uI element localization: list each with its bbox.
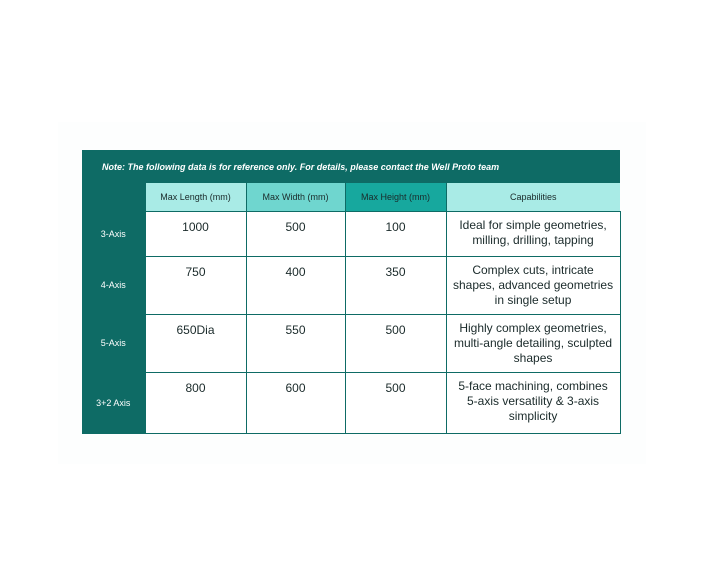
- note-row: [82, 150, 620, 183]
- capabilities-cell: Ideal for simple geometries, milling, drilling, tapping: [446, 211, 620, 256]
- header-max-height: Max Height (mm): [345, 183, 446, 211]
- max-height-cell: 500: [345, 372, 446, 433]
- header-corner: [82, 183, 145, 211]
- max-width-cell: 500: [246, 211, 345, 256]
- header-max-length: Max Length (mm): [145, 183, 246, 211]
- table-row: [82, 372, 620, 433]
- capabilities-cell: Complex cuts, intricate shapes, advanced geometries in single setup: [446, 256, 620, 314]
- table-row: [82, 256, 620, 314]
- axis-label: 3+2 Axis: [82, 372, 145, 433]
- max-width-cell: 600: [246, 372, 345, 433]
- capabilities-cell: Highly complex geometries, multi-angle detailing, sculpted shapes: [446, 314, 620, 372]
- table-row: [82, 211, 620, 256]
- max-width-cell: 400: [246, 256, 345, 314]
- max-length-cell: 1000: [145, 211, 246, 256]
- max-length-cell: 750: [145, 256, 246, 314]
- capabilities-cell: 5-face machining, combines 5-axis versatility & 3-axis simplicity: [446, 372, 620, 433]
- axis-label: 5-Axis: [82, 314, 145, 372]
- max-height-cell: 500: [345, 314, 446, 372]
- axis-label: 4-Axis: [82, 256, 145, 314]
- max-length-cell: 650Dia: [145, 314, 246, 372]
- max-height-cell: 350: [345, 256, 446, 314]
- max-length-cell: 800: [145, 372, 246, 433]
- header-max-width: Max Width (mm): [246, 183, 345, 211]
- machining-spec-table: [82, 150, 621, 434]
- header-capabilities: Capabilities: [446, 183, 620, 211]
- max-height-cell: 100: [345, 211, 446, 256]
- reference-note: Note: The following data is for reference only. For details, please contact the Well Proto team: [82, 150, 620, 183]
- max-width-cell: 550: [246, 314, 345, 372]
- table-row: [82, 314, 620, 372]
- axis-label: 3-Axis: [82, 211, 145, 256]
- header-row: [82, 183, 620, 211]
